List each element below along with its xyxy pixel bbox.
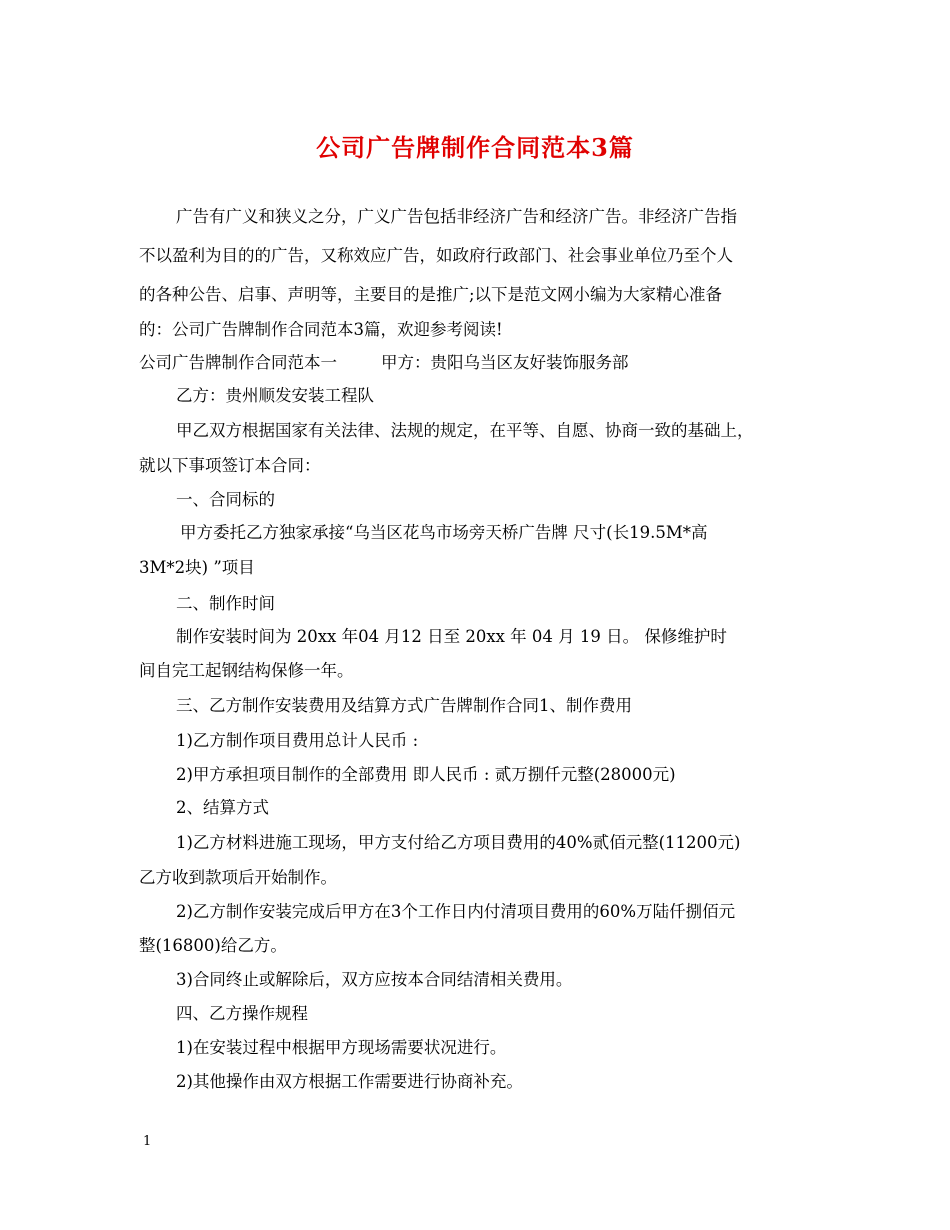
section3-settlement-line-4: 整(16800)给乙方。: [139, 936, 287, 955]
section3-heading: 三、乙方制作安装费用及结算方式广告牌制作合同1、制作费用: [176, 696, 632, 715]
section3-fee-line-1: 1)乙方制作项目费用总计人民币 :: [176, 731, 419, 750]
section2-line-1: 制作安装时间为 20xx 年04 月12 日至 20xx 年 04 月 19 日。 保修维护时: [176, 627, 727, 646]
intro-line-4: 的：公司广告牌制作合同范本3篇，欢迎参考阅读!: [139, 320, 503, 339]
document-title: 公司广告牌制作合同范本3篇: [316, 133, 634, 162]
section1-heading: 一、合同标的: [176, 490, 275, 509]
page-number: 1: [143, 1134, 152, 1149]
intro-line-3: 的各种公告、启事、声明等，主要目的是推广;以下是范文网小编为大家精心准备: [139, 285, 723, 304]
section4-line-2: 2)其他操作由双方根据工作需要进行协商补充。: [176, 1072, 523, 1091]
section4-line-1: 1)在安装过程中根据甲方现场需要状况进行。: [176, 1038, 507, 1057]
section3-settlement-line-1: 1)乙方材料进施工现场，甲方支付给乙方项目费用的40%贰佰元整(11200元): [176, 833, 741, 852]
preamble-line-2: 就以下事项签订本合同：: [139, 456, 321, 475]
section2-heading: 二、制作时间: [176, 594, 275, 613]
section3-fee-line-2: 2)甲方承担项目制作的全部费用 即人民币 : 贰万捌仟元整(28000元): [176, 765, 676, 784]
section4-heading: 四、乙方操作规程: [176, 1004, 308, 1023]
contract-heading: 公司广告牌制作合同范本一: [139, 353, 337, 372]
intro-line-1: 广告有广义和狭义之分，广义广告包括非经济广告和经济广告。非经济广告指: [176, 207, 737, 226]
party-a: 甲方：贵阳乌当区友好装饰服务部: [381, 353, 629, 372]
intro-line-2: 不以盈利为目的的广告，又称效应广告，如政府行政部门、社会事业单位乃至个人: [139, 246, 733, 265]
section3-settlement-line-5: 3)合同终止或解除后，双方应按本合同结清相关费用。: [176, 970, 573, 989]
section1-line-2: 3M*2块) ”项目: [139, 558, 255, 577]
section1-line-1: 甲方委托乙方独家承接“乌当区花鸟市场旁天桥广告牌 尺寸(长19.5M*高: [180, 523, 708, 542]
section3-settlement-line-2: 乙方收到款项后开始制作。: [139, 868, 337, 887]
section3-settlement-line-3: 2)乙方制作安装完成后甲方在3个工作日内付清项目费用的60%万陆仟捌佰元: [176, 902, 736, 921]
section2-line-2: 间自完工起钢结构保修一年。: [139, 661, 354, 680]
preamble-line-1: 甲乙双方根据国家有关法律、法规的规定，在平等、自愿、协商一致的基础上，: [176, 421, 754, 440]
party-b: 乙方：贵州顺发安装工程队: [176, 386, 374, 405]
contract-heading-line: [139, 351, 839, 375]
section3-settlement-heading: 2、结算方式: [176, 798, 269, 817]
